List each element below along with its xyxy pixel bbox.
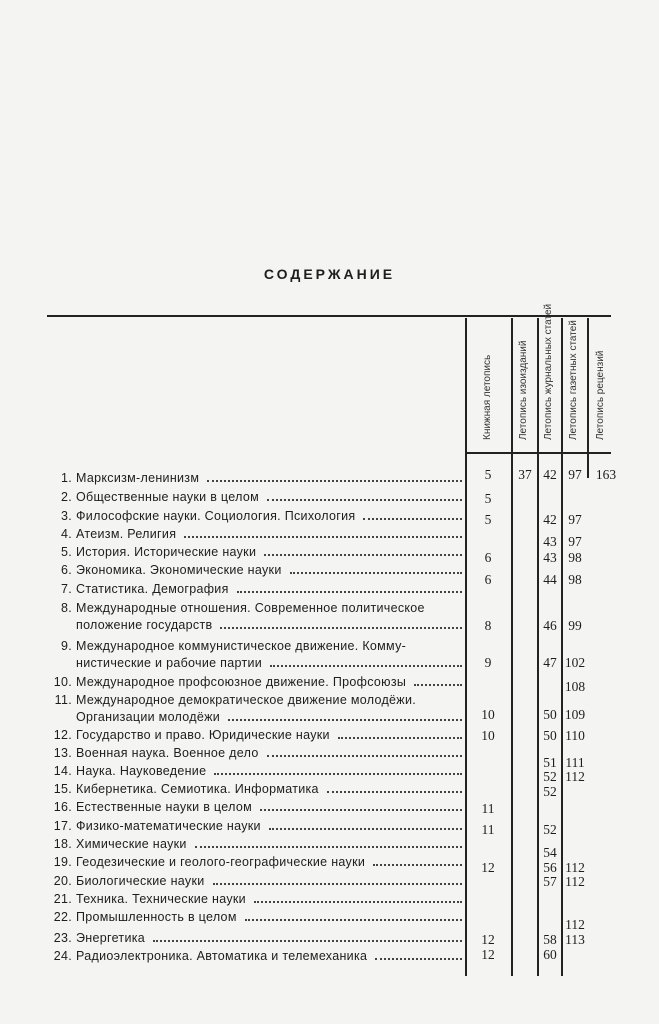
entry-title: Экономика. Экономические науки [76,563,282,577]
page-number-row [0,679,659,695]
page-number-row [0,874,659,890]
top-rule [47,315,611,317]
page-number[interactable]: 10 [481,728,495,743]
entry-title: Международное коммунистическое движение. Комму- [76,639,407,653]
page-number[interactable]: 47 [543,655,557,670]
entry-number: 2. [60,490,72,504]
page-number[interactable]: 5 [484,512,492,527]
entry-title: Техника. Технические науки [76,892,246,906]
page-number[interactable]: 112 [565,917,585,932]
page-number[interactable]: 51 [543,755,557,770]
page-number[interactable]: 52 [543,769,557,784]
entry-number: 12. [53,728,72,742]
entry-title: Кибернетика. Семиотика. Информатика [76,782,319,796]
page-number[interactable]: 8 [484,618,492,633]
page-number-row [0,491,659,507]
column-header-book [477,322,499,450]
page-number[interactable]: 112 [565,769,585,784]
page-number[interactable]: 50 [543,728,557,743]
page-number-row [0,917,659,933]
page-number[interactable]: 37 [518,467,532,482]
page-number-row [0,512,659,528]
page-number[interactable]: 9 [484,655,492,670]
entry-number: 24. [53,949,72,963]
page-number[interactable]: 97 [568,534,582,549]
entry-number: 23. [53,931,72,945]
page-number-row [0,932,659,948]
page-number[interactable]: 60 [543,947,557,962]
page-number[interactable]: 10 [481,707,495,722]
page-number[interactable]: 97 [568,467,582,482]
page-number[interactable]: 12 [481,947,495,962]
page-number[interactable]: 57 [543,874,557,889]
page-title: СОДЕРЖАНИЕ [263,266,396,282]
column-header-label: Летопись рецензий [595,350,606,440]
page-number[interactable]: 44 [543,572,557,587]
page-number[interactable]: 52 [543,784,557,799]
page-number[interactable]: 6 [484,572,492,587]
entry-number: 1. [60,471,72,485]
page-number-row [0,550,659,566]
entry-number: 15. [53,782,72,796]
column-header-newspaper [563,322,585,450]
entry-title: Энергетика [76,931,146,945]
page-number[interactable]: 43 [543,550,557,565]
entry-title: Атеизм. Религия [76,527,177,541]
entry-number: 22. [53,910,72,924]
entry-number: 9. [60,639,72,653]
page-number-row [0,572,659,588]
page-number[interactable]: 42 [543,467,557,482]
page-number[interactable]: 112 [565,874,585,889]
entry-number: 17. [53,819,72,833]
entry-number: 21. [53,892,72,906]
page-number[interactable]: 110 [565,728,585,743]
entry-number: 11. [54,693,72,707]
entry-title: Наука. Науковедение [76,764,207,778]
page-number[interactable]: 58 [543,932,557,947]
entry-title: Промышленность в целом [76,910,237,924]
page-number[interactable]: 102 [564,655,586,670]
entry-title: Физико-математические науки [76,819,261,833]
page-number[interactable]: 12 [481,860,495,875]
page-number-row [0,784,659,800]
entry-number: 5. [60,545,72,559]
page-number-row [0,728,659,744]
entry-title: Международное демократическое движение молодёжи. [76,693,417,707]
page-number[interactable]: 98 [568,550,582,565]
entry-title: Международное профсоюзное движение. Профсоюзы [76,675,407,689]
entry-number: 6. [60,563,72,577]
entry-title: Международные отношения. Современное политическое [76,601,425,615]
page-number[interactable]: 99 [568,618,582,633]
entry-title: Радиоэлектроника. Автоматика и телемеханика [76,949,368,963]
page-number[interactable]: 42 [543,512,557,527]
entry-title: История. Исторические науки [76,545,257,559]
page-number[interactable]: 54 [543,845,557,860]
entry-title: Философские науки. Социология. Психология [76,509,356,523]
page-number[interactable]: 5 [484,491,492,506]
entry-title: Марксизм-ленинизм [76,471,200,485]
page-number-row [0,467,659,483]
page-number-row [0,655,659,671]
page-number-row [0,947,659,963]
column-header-journal [538,303,560,450]
dot-leader [254,901,462,903]
entry-number: 3. [60,509,72,523]
entry-number: 13. [53,746,72,760]
column-header-label: Книжная летопись [482,354,493,440]
column-header-label: Летопись журнальных статей [543,303,554,440]
page-number[interactable]: 109 [564,707,586,722]
page-number-row [0,845,659,861]
page-number[interactable]: 113 [565,932,585,947]
page-number[interactable]: 112 [565,860,585,875]
entry-title: Организации молодёжи [76,710,221,724]
column-divider [587,318,589,478]
entry-number: 4. [60,527,72,541]
page-number[interactable]: 11 [481,801,495,816]
entry-number: 20. [53,874,72,888]
page-number-row [0,618,659,634]
column-header-reviews [590,322,612,450]
page-number-row [0,801,659,817]
page-number[interactable]: 11 [481,822,495,837]
page-number[interactable]: 50 [543,707,557,722]
page-number[interactable]: 163 [595,467,617,482]
page-number[interactable]: 12 [481,932,495,947]
column-header-label: Летопись газетных статей [568,320,579,440]
page-number[interactable]: 43 [543,534,557,549]
page-number[interactable]: 97 [568,512,582,527]
dot-leader [237,591,462,593]
entry-title: Геодезические и геолого-географические науки [76,855,366,869]
page-number[interactable]: 111 [565,755,585,770]
entry-number: 18. [53,837,72,851]
entry-title: Статистика. Демография [76,582,229,596]
entry-title: Военная наука. Военное дело [76,746,259,760]
entry-number: 19. [53,855,72,869]
page-number-row [0,822,659,838]
entry-title: положение государств [76,618,213,632]
entry-number: 8. [60,601,72,615]
entry-number: 14. [53,764,72,778]
page-number-row [0,769,659,785]
column-header-art [513,322,535,450]
entry-title: Общественные науки в целом [76,490,259,504]
page-number[interactable]: 108 [564,679,586,694]
entry-title: Химические науки [76,837,187,851]
page-number[interactable]: 5 [484,467,492,482]
entry-number: 7. [60,582,72,596]
entry-title: Естественные науки в целом [76,800,252,814]
page-number[interactable]: 98 [568,572,582,587]
page-number[interactable]: 52 [543,822,557,837]
page-number[interactable]: 6 [484,550,492,565]
entry-number: 16. [53,800,72,814]
page-number[interactable]: 56 [543,860,557,875]
entry-title: Государство и право. Юридические науки [76,728,330,742]
column-header-label: Летопись изоизданий [518,340,529,440]
entry-number: 10. [53,675,72,689]
entry-title: нистические и рабочие партии [76,656,263,670]
entry-title: Биологические науки [76,874,205,888]
contents-entry[interactable] [48,891,462,908]
page-number[interactable]: 46 [543,618,557,633]
page-number-row [0,534,659,550]
page-number-row [0,707,659,723]
